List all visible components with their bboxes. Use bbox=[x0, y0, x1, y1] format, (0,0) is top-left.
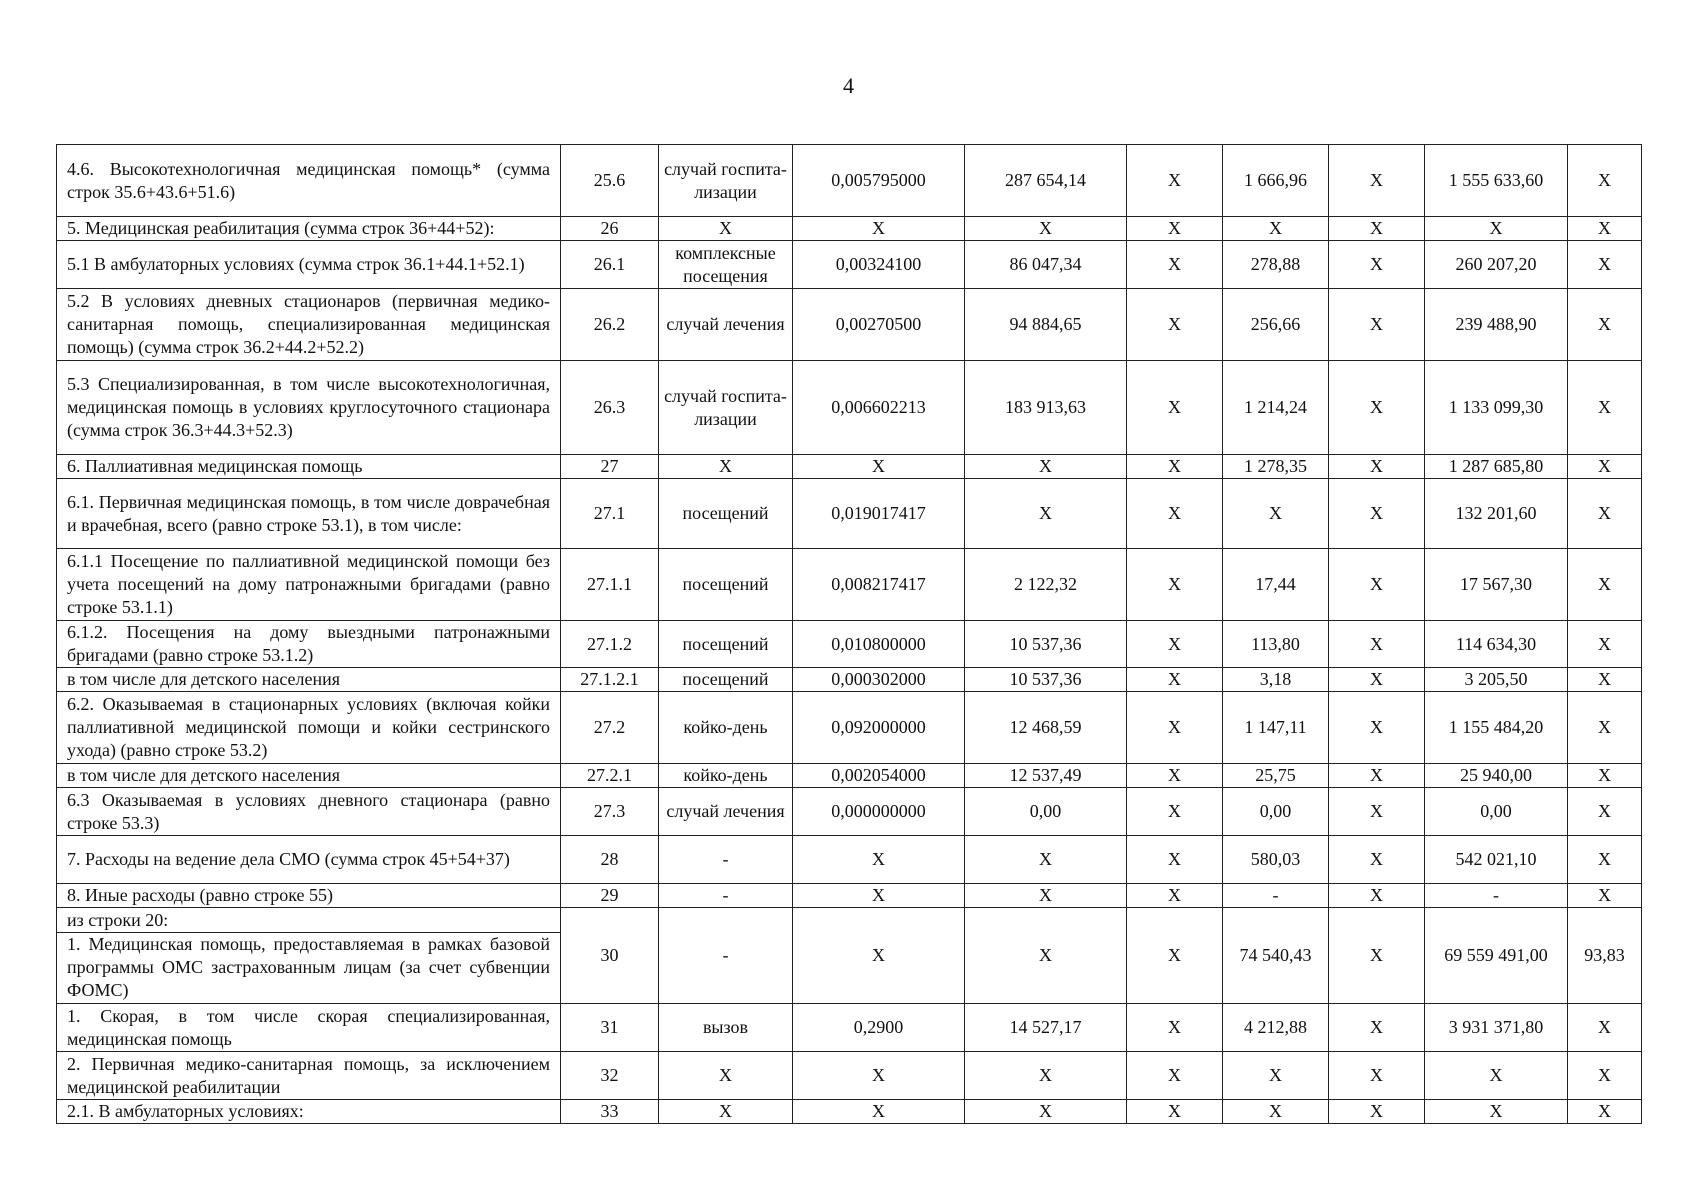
table-row bbox=[57, 145, 1642, 217]
col7-cell: X bbox=[1223, 217, 1329, 241]
col7-cell: 74 540,43 bbox=[1223, 908, 1329, 1004]
norm-cell: 0,002054000 bbox=[793, 764, 965, 788]
row-code-cell: 27.2 bbox=[561, 692, 659, 764]
table-row bbox=[57, 668, 1642, 692]
col9-cell: 25 940,00 bbox=[1425, 764, 1568, 788]
row-code-cell: 27.3 bbox=[561, 788, 659, 836]
cost-cell: X bbox=[965, 908, 1127, 1004]
col6-cell: X bbox=[1127, 884, 1223, 908]
norm-cell: X bbox=[793, 836, 965, 884]
norm-cell: 0,000302000 bbox=[793, 668, 965, 692]
unit-cell: вызов bbox=[659, 1004, 793, 1052]
col7-cell: 25,75 bbox=[1223, 764, 1329, 788]
col10-cell: X bbox=[1568, 1004, 1642, 1052]
col10-cell: 93,83 bbox=[1568, 908, 1642, 1004]
col6-cell: X bbox=[1127, 1100, 1223, 1124]
row-name-cell bbox=[57, 908, 561, 1004]
cost-cell: X bbox=[965, 217, 1127, 241]
col6-cell: X bbox=[1127, 836, 1223, 884]
col6-cell: X bbox=[1127, 217, 1223, 241]
col10-cell: X bbox=[1568, 884, 1642, 908]
col9-cell: 132 201,60 bbox=[1425, 479, 1568, 549]
col10-cell: X bbox=[1568, 788, 1642, 836]
norm-cell: 0,005795000 bbox=[793, 145, 965, 217]
table-row bbox=[57, 455, 1642, 479]
col9-cell: 260 207,20 bbox=[1425, 241, 1568, 289]
norm-cell: 0,000000000 bbox=[793, 788, 965, 836]
row-name-cell: 6.1. Первичная медицинская помощь, в том числе доврачебная и врачебная, всего (равно строке 53.1), в том числе: bbox=[57, 479, 561, 549]
norm-cell: 0,006602213 bbox=[793, 361, 965, 455]
cost-cell: X bbox=[965, 1052, 1127, 1100]
cost-cell: 10 537,36 bbox=[965, 621, 1127, 668]
col7-cell: X bbox=[1223, 1052, 1329, 1100]
unit-cell: X bbox=[659, 217, 793, 241]
col9-cell: 0,00 bbox=[1425, 788, 1568, 836]
row-code-cell: 27.1.2.1 bbox=[561, 668, 659, 692]
col10-cell: X bbox=[1568, 455, 1642, 479]
unit-cell: посещений bbox=[659, 621, 793, 668]
table-row bbox=[57, 549, 1642, 621]
row-name-cell: 6. Паллиативная медицинская помощь bbox=[57, 455, 561, 479]
col7-cell: 4 212,88 bbox=[1223, 1004, 1329, 1052]
col7-cell: 1 278,35 bbox=[1223, 455, 1329, 479]
table-row bbox=[57, 836, 1642, 884]
row-name-cell: 8. Иные расходы (равно строке 55) bbox=[57, 884, 561, 908]
col7-cell: 3,18 bbox=[1223, 668, 1329, 692]
unit-cell: X bbox=[659, 1100, 793, 1124]
row-name-cell: в том числе для детского населения bbox=[57, 668, 561, 692]
row-code-cell: 32 bbox=[561, 1052, 659, 1100]
table-row bbox=[57, 692, 1642, 764]
row-code-cell: 26.2 bbox=[561, 289, 659, 361]
col9-cell: 3 205,50 bbox=[1425, 668, 1568, 692]
col10-cell: X bbox=[1568, 668, 1642, 692]
col8-cell: X bbox=[1329, 217, 1425, 241]
col9-cell: - bbox=[1425, 884, 1568, 908]
unit-cell: комплексные посещения bbox=[659, 241, 793, 289]
col10-cell: X bbox=[1568, 1100, 1642, 1124]
norm-cell: X bbox=[793, 1052, 965, 1100]
table-row bbox=[57, 788, 1642, 836]
col9-cell: 1 155 484,20 bbox=[1425, 692, 1568, 764]
norm-cell: X bbox=[793, 884, 965, 908]
col7-cell: X bbox=[1223, 1100, 1329, 1124]
row-name-cell: в том числе для детского населения bbox=[57, 764, 561, 788]
row-code-cell: 29 bbox=[561, 884, 659, 908]
col8-cell: X bbox=[1329, 241, 1425, 289]
row-name-cell: 2. Первичная медико-санитарная помощь, за исключением медицинской реабилитации bbox=[57, 1052, 561, 1100]
table-row bbox=[57, 479, 1642, 549]
row-name-cell: 6.2. Оказываемая в стационарных условиях (включая койки паллиативной медицинской помощи и койки сестринского ухода) (равно строке 53.2) bbox=[57, 692, 561, 764]
cost-cell: 183 913,63 bbox=[965, 361, 1127, 455]
norm-cell: X bbox=[793, 217, 965, 241]
data-table bbox=[56, 144, 1642, 1124]
unit-cell: X bbox=[659, 455, 793, 479]
col10-cell: X bbox=[1568, 361, 1642, 455]
unit-cell: посещений bbox=[659, 668, 793, 692]
row-name-cell: 5.1 В амбулаторных условиях (сумма строк 36.1+44.1+52.1) bbox=[57, 241, 561, 289]
row-code-cell: 27.1.2 bbox=[561, 621, 659, 668]
col7-cell: 580,03 bbox=[1223, 836, 1329, 884]
col6-cell: X bbox=[1127, 1052, 1223, 1100]
col6-cell: X bbox=[1127, 1004, 1223, 1052]
row-name-cell: 2.1. В амбулаторных условиях: bbox=[57, 1100, 561, 1124]
cost-cell: 287 654,14 bbox=[965, 145, 1127, 217]
col8-cell: X bbox=[1329, 289, 1425, 361]
table-row bbox=[57, 217, 1642, 241]
row-code-cell: 27.1.1 bbox=[561, 549, 659, 621]
norm-cell: 0,00324100 bbox=[793, 241, 965, 289]
col10-cell: X bbox=[1568, 692, 1642, 764]
cost-cell: X bbox=[965, 836, 1127, 884]
col7-cell: 0,00 bbox=[1223, 788, 1329, 836]
cost-cell: X bbox=[965, 479, 1127, 549]
col8-cell: X bbox=[1329, 764, 1425, 788]
table-body bbox=[57, 145, 1642, 1124]
table-row bbox=[57, 884, 1642, 908]
unit-cell: случай госпита-лизации bbox=[659, 145, 793, 217]
col8-cell: X bbox=[1329, 479, 1425, 549]
col7-cell: 1 666,96 bbox=[1223, 145, 1329, 217]
col8-cell: X bbox=[1329, 908, 1425, 1004]
col6-cell: X bbox=[1127, 549, 1223, 621]
table-row bbox=[57, 241, 1642, 289]
col8-cell: X bbox=[1329, 692, 1425, 764]
row-name-cell: 6.3 Оказываемая в условиях дневного стационара (равно строке 53.3) bbox=[57, 788, 561, 836]
col10-cell: X bbox=[1568, 549, 1642, 621]
row-name-line: 1. Медицинская помощь, предоставляемая в рамках базовой программы ОМС застрахованным лицам (за счет субвенции ФОМС) bbox=[67, 934, 550, 1000]
col7-cell: 278,88 bbox=[1223, 241, 1329, 289]
row-code-cell: 27 bbox=[561, 455, 659, 479]
unit-cell: случай госпита-лизации bbox=[659, 361, 793, 455]
table-row bbox=[57, 621, 1642, 668]
col8-cell: X bbox=[1329, 621, 1425, 668]
col10-cell: X bbox=[1568, 289, 1642, 361]
row-name-cell: 4.6. Высокотехнологичная медицинская помощь* (сумма строк 35.6+43.6+51.6) bbox=[57, 145, 561, 217]
col7-cell: - bbox=[1223, 884, 1329, 908]
col9-cell: 17 567,30 bbox=[1425, 549, 1568, 621]
col9-cell: 69 559 491,00 bbox=[1425, 908, 1568, 1004]
col7-cell: 1 147,11 bbox=[1223, 692, 1329, 764]
row-name-cell: 5.2 В условиях дневных стационаров (первичная медико-санитарная помощь, специализированная медицинская помощь) (сумма строк 36.2+44.2+52.2) bbox=[57, 289, 561, 361]
col10-cell: X bbox=[1568, 241, 1642, 289]
cost-cell: 14 527,17 bbox=[965, 1004, 1127, 1052]
norm-cell: X bbox=[793, 455, 965, 479]
row-code-cell: 26.3 bbox=[561, 361, 659, 455]
unit-cell: койко-день bbox=[659, 692, 793, 764]
col10-cell: X bbox=[1568, 1052, 1642, 1100]
col8-cell: X bbox=[1329, 145, 1425, 217]
row-name-cell: 1. Скорая, в том числе скорая специализированная, медицинская помощь bbox=[57, 1004, 561, 1052]
unit-cell: - bbox=[659, 884, 793, 908]
table-row bbox=[57, 764, 1642, 788]
cost-cell: 10 537,36 bbox=[965, 668, 1127, 692]
cost-cell: 86 047,34 bbox=[965, 241, 1127, 289]
col6-cell: X bbox=[1127, 479, 1223, 549]
col6-cell: X bbox=[1127, 241, 1223, 289]
table-row bbox=[57, 361, 1642, 455]
col10-cell: X bbox=[1568, 479, 1642, 549]
col9-cell: 542 021,10 bbox=[1425, 836, 1568, 884]
table-row bbox=[57, 289, 1642, 361]
col9-cell: 3 931 371,80 bbox=[1425, 1004, 1568, 1052]
norm-cell: 0,010800000 bbox=[793, 621, 965, 668]
norm-cell: 0,008217417 bbox=[793, 549, 965, 621]
col6-cell: X bbox=[1127, 289, 1223, 361]
row-code-cell: 26 bbox=[561, 217, 659, 241]
col7-cell: 113,80 bbox=[1223, 621, 1329, 668]
col8-cell: X bbox=[1329, 1052, 1425, 1100]
col10-cell: X bbox=[1568, 621, 1642, 668]
col8-cell: X bbox=[1329, 668, 1425, 692]
col10-cell: X bbox=[1568, 764, 1642, 788]
table-row bbox=[57, 1004, 1642, 1052]
col6-cell: X bbox=[1127, 908, 1223, 1004]
row-name-cell: 6.1.2. Посещения на дому выездными патронажными бригадами (равно строке 53.1.2) bbox=[57, 621, 561, 668]
norm-cell: 0,019017417 bbox=[793, 479, 965, 549]
col10-cell: X bbox=[1568, 145, 1642, 217]
row-name-cell: 5. Медицинская реабилитация (сумма строк 36+44+52): bbox=[57, 217, 561, 241]
col8-cell: X bbox=[1329, 455, 1425, 479]
norm-cell: X bbox=[793, 908, 965, 1004]
col9-cell: 1 133 099,30 bbox=[1425, 361, 1568, 455]
row-code-cell: 27.2.1 bbox=[561, 764, 659, 788]
col9-cell: 239 488,90 bbox=[1425, 289, 1568, 361]
col6-cell: X bbox=[1127, 361, 1223, 455]
cost-cell: 12 468,59 bbox=[965, 692, 1127, 764]
col9-cell: X bbox=[1425, 1100, 1568, 1124]
row-code-cell: 27.1 bbox=[561, 479, 659, 549]
page-number: 4 bbox=[843, 73, 854, 98]
unit-cell: случай лечения bbox=[659, 788, 793, 836]
col9-cell: 114 634,30 bbox=[1425, 621, 1568, 668]
cost-cell: 12 537,49 bbox=[965, 764, 1127, 788]
unit-cell: - bbox=[659, 908, 793, 1004]
unit-cell: койко-день bbox=[659, 764, 793, 788]
col9-cell: 1 555 633,60 bbox=[1425, 145, 1568, 217]
row-code-cell: 30 bbox=[561, 908, 659, 1004]
col8-cell: X bbox=[1329, 1100, 1425, 1124]
cost-cell: 0,00 bbox=[965, 788, 1127, 836]
unit-cell: X bbox=[659, 1052, 793, 1100]
cost-cell: X bbox=[965, 884, 1127, 908]
row-code-cell: 25.6 bbox=[561, 145, 659, 217]
row-code-cell: 31 bbox=[561, 1004, 659, 1052]
cost-cell: 2 122,32 bbox=[965, 549, 1127, 621]
row-code-cell: 33 bbox=[561, 1100, 659, 1124]
col6-cell: X bbox=[1127, 764, 1223, 788]
col6-cell: X bbox=[1127, 668, 1223, 692]
col8-cell: X bbox=[1329, 361, 1425, 455]
norm-cell: X bbox=[793, 1100, 965, 1124]
col8-cell: X bbox=[1329, 884, 1425, 908]
norm-cell: 0,2900 bbox=[793, 1004, 965, 1052]
norm-cell: 0,00270500 bbox=[793, 289, 965, 361]
col9-cell: X bbox=[1425, 217, 1568, 241]
row-code-cell: 28 bbox=[561, 836, 659, 884]
col8-cell: X bbox=[1329, 788, 1425, 836]
col9-cell: 1 287 685,80 bbox=[1425, 455, 1568, 479]
cost-cell: X bbox=[965, 1100, 1127, 1124]
col6-cell: X bbox=[1127, 621, 1223, 668]
norm-cell: 0,092000000 bbox=[793, 692, 965, 764]
col6-cell: X bbox=[1127, 145, 1223, 217]
row-name-line: из строки 20: bbox=[57, 909, 560, 933]
col7-cell: 17,44 bbox=[1223, 549, 1329, 621]
table-row bbox=[57, 1100, 1642, 1124]
table-row bbox=[57, 908, 1642, 1004]
unit-cell: посещений bbox=[659, 549, 793, 621]
cost-cell: 94 884,65 bbox=[965, 289, 1127, 361]
col9-cell: X bbox=[1425, 1052, 1568, 1100]
table-row bbox=[57, 1052, 1642, 1100]
col8-cell: X bbox=[1329, 549, 1425, 621]
row-name-cell: 6.1.1 Посещение по паллиативной медицинской помощи без учета посещений на дому патронажными бригадами (равно строке 53.1.1) bbox=[57, 549, 561, 621]
col10-cell: X bbox=[1568, 217, 1642, 241]
row-name-cell: 5.3 Специализированная, в том числе высокотехнологичная, медицинская помощь в условиях круглосуточного стационара (сумма строк 36.3+44.3+52.3) bbox=[57, 361, 561, 455]
col6-cell: X bbox=[1127, 692, 1223, 764]
unit-cell: посещений bbox=[659, 479, 793, 549]
row-name-cell: 7. Расходы на ведение дела СМО (сумма строк 45+54+37) bbox=[57, 836, 561, 884]
cost-cell: X bbox=[965, 455, 1127, 479]
col10-cell: X bbox=[1568, 836, 1642, 884]
col7-cell: 256,66 bbox=[1223, 289, 1329, 361]
col8-cell: X bbox=[1329, 836, 1425, 884]
col6-cell: X bbox=[1127, 788, 1223, 836]
row-code-cell: 26.1 bbox=[561, 241, 659, 289]
unit-cell: случай лечения bbox=[659, 289, 793, 361]
col7-cell: 1 214,24 bbox=[1223, 361, 1329, 455]
col6-cell: X bbox=[1127, 455, 1223, 479]
unit-cell: - bbox=[659, 836, 793, 884]
col8-cell: X bbox=[1329, 1004, 1425, 1052]
col7-cell: X bbox=[1223, 479, 1329, 549]
